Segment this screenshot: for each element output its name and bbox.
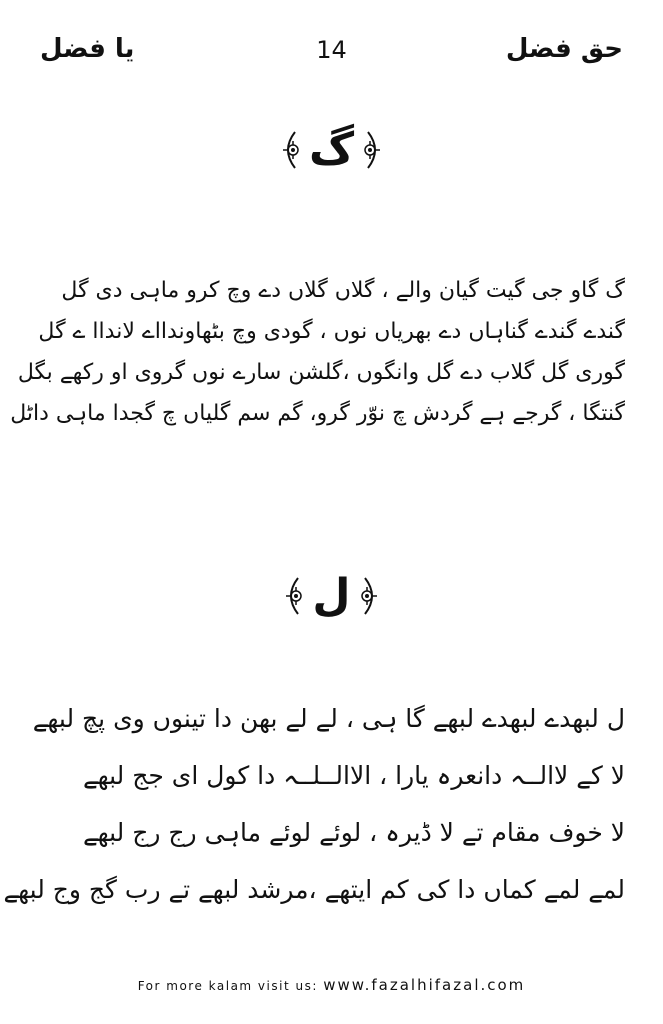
verse-line: ل لبھدے لبھدے لبھے گا ہی ، لے لے بھن دا تینوں وی پچ لبھے [32, 704, 625, 733]
floral-ornament-right-icon [355, 576, 385, 616]
footer [0, 976, 663, 994]
verse-line: گندے گندے گناہاں دے بھریاں نوں ، گودی وچ بٹھاوندااے لانداا ے گل [38, 319, 625, 344]
verse-line: گنتگا ، گرجے ہے گردش چ نوّر گرو، گم سم گلیاں چ گجدا ماہی داٹل [10, 401, 625, 426]
verse-line: لا خوف مقام تے لا ڈیرہ ، لوئے لوئے ماہی رج رج لبھے [82, 818, 625, 847]
verse-line: گوری گل گلاب دے گل وانگوں ،گلشن سارے نوں گروی او رکھے بگل [17, 360, 625, 385]
verse-line: لا کے لاالــہ دانعرہ یارا ، الاالــلــہ دا کول ای جج لبھے [82, 761, 625, 790]
section-letter-2: ل [312, 570, 351, 621]
section-letter-1: گ [308, 124, 355, 175]
floral-ornament-right-icon [358, 130, 388, 170]
floral-ornament-left-icon [275, 130, 305, 170]
floral-ornament-left-icon [278, 576, 308, 616]
header-left-title: یا فضل [40, 34, 135, 64]
section-heading-2 [0, 570, 663, 621]
footer-text: For more kalam visit us: [137, 979, 318, 993]
section-heading-1 [0, 124, 663, 175]
verse-line: لمے لمے کماں دا کی کم ایتھے ،مرشد لبھے تے رب گج وج لبھے [3, 875, 625, 904]
verse-line: گ گاو جی گیت گیان والے ، گلاں گلاں دے وچ کرو ماہی دی گل [61, 278, 625, 303]
page-number: 14 [316, 36, 347, 64]
stanza-2 [3, 690, 625, 918]
stanza-1 [10, 270, 625, 434]
header-right-title: حق فضل [505, 34, 623, 64]
footer-url: www.fazalhifazal.com [323, 976, 526, 994]
